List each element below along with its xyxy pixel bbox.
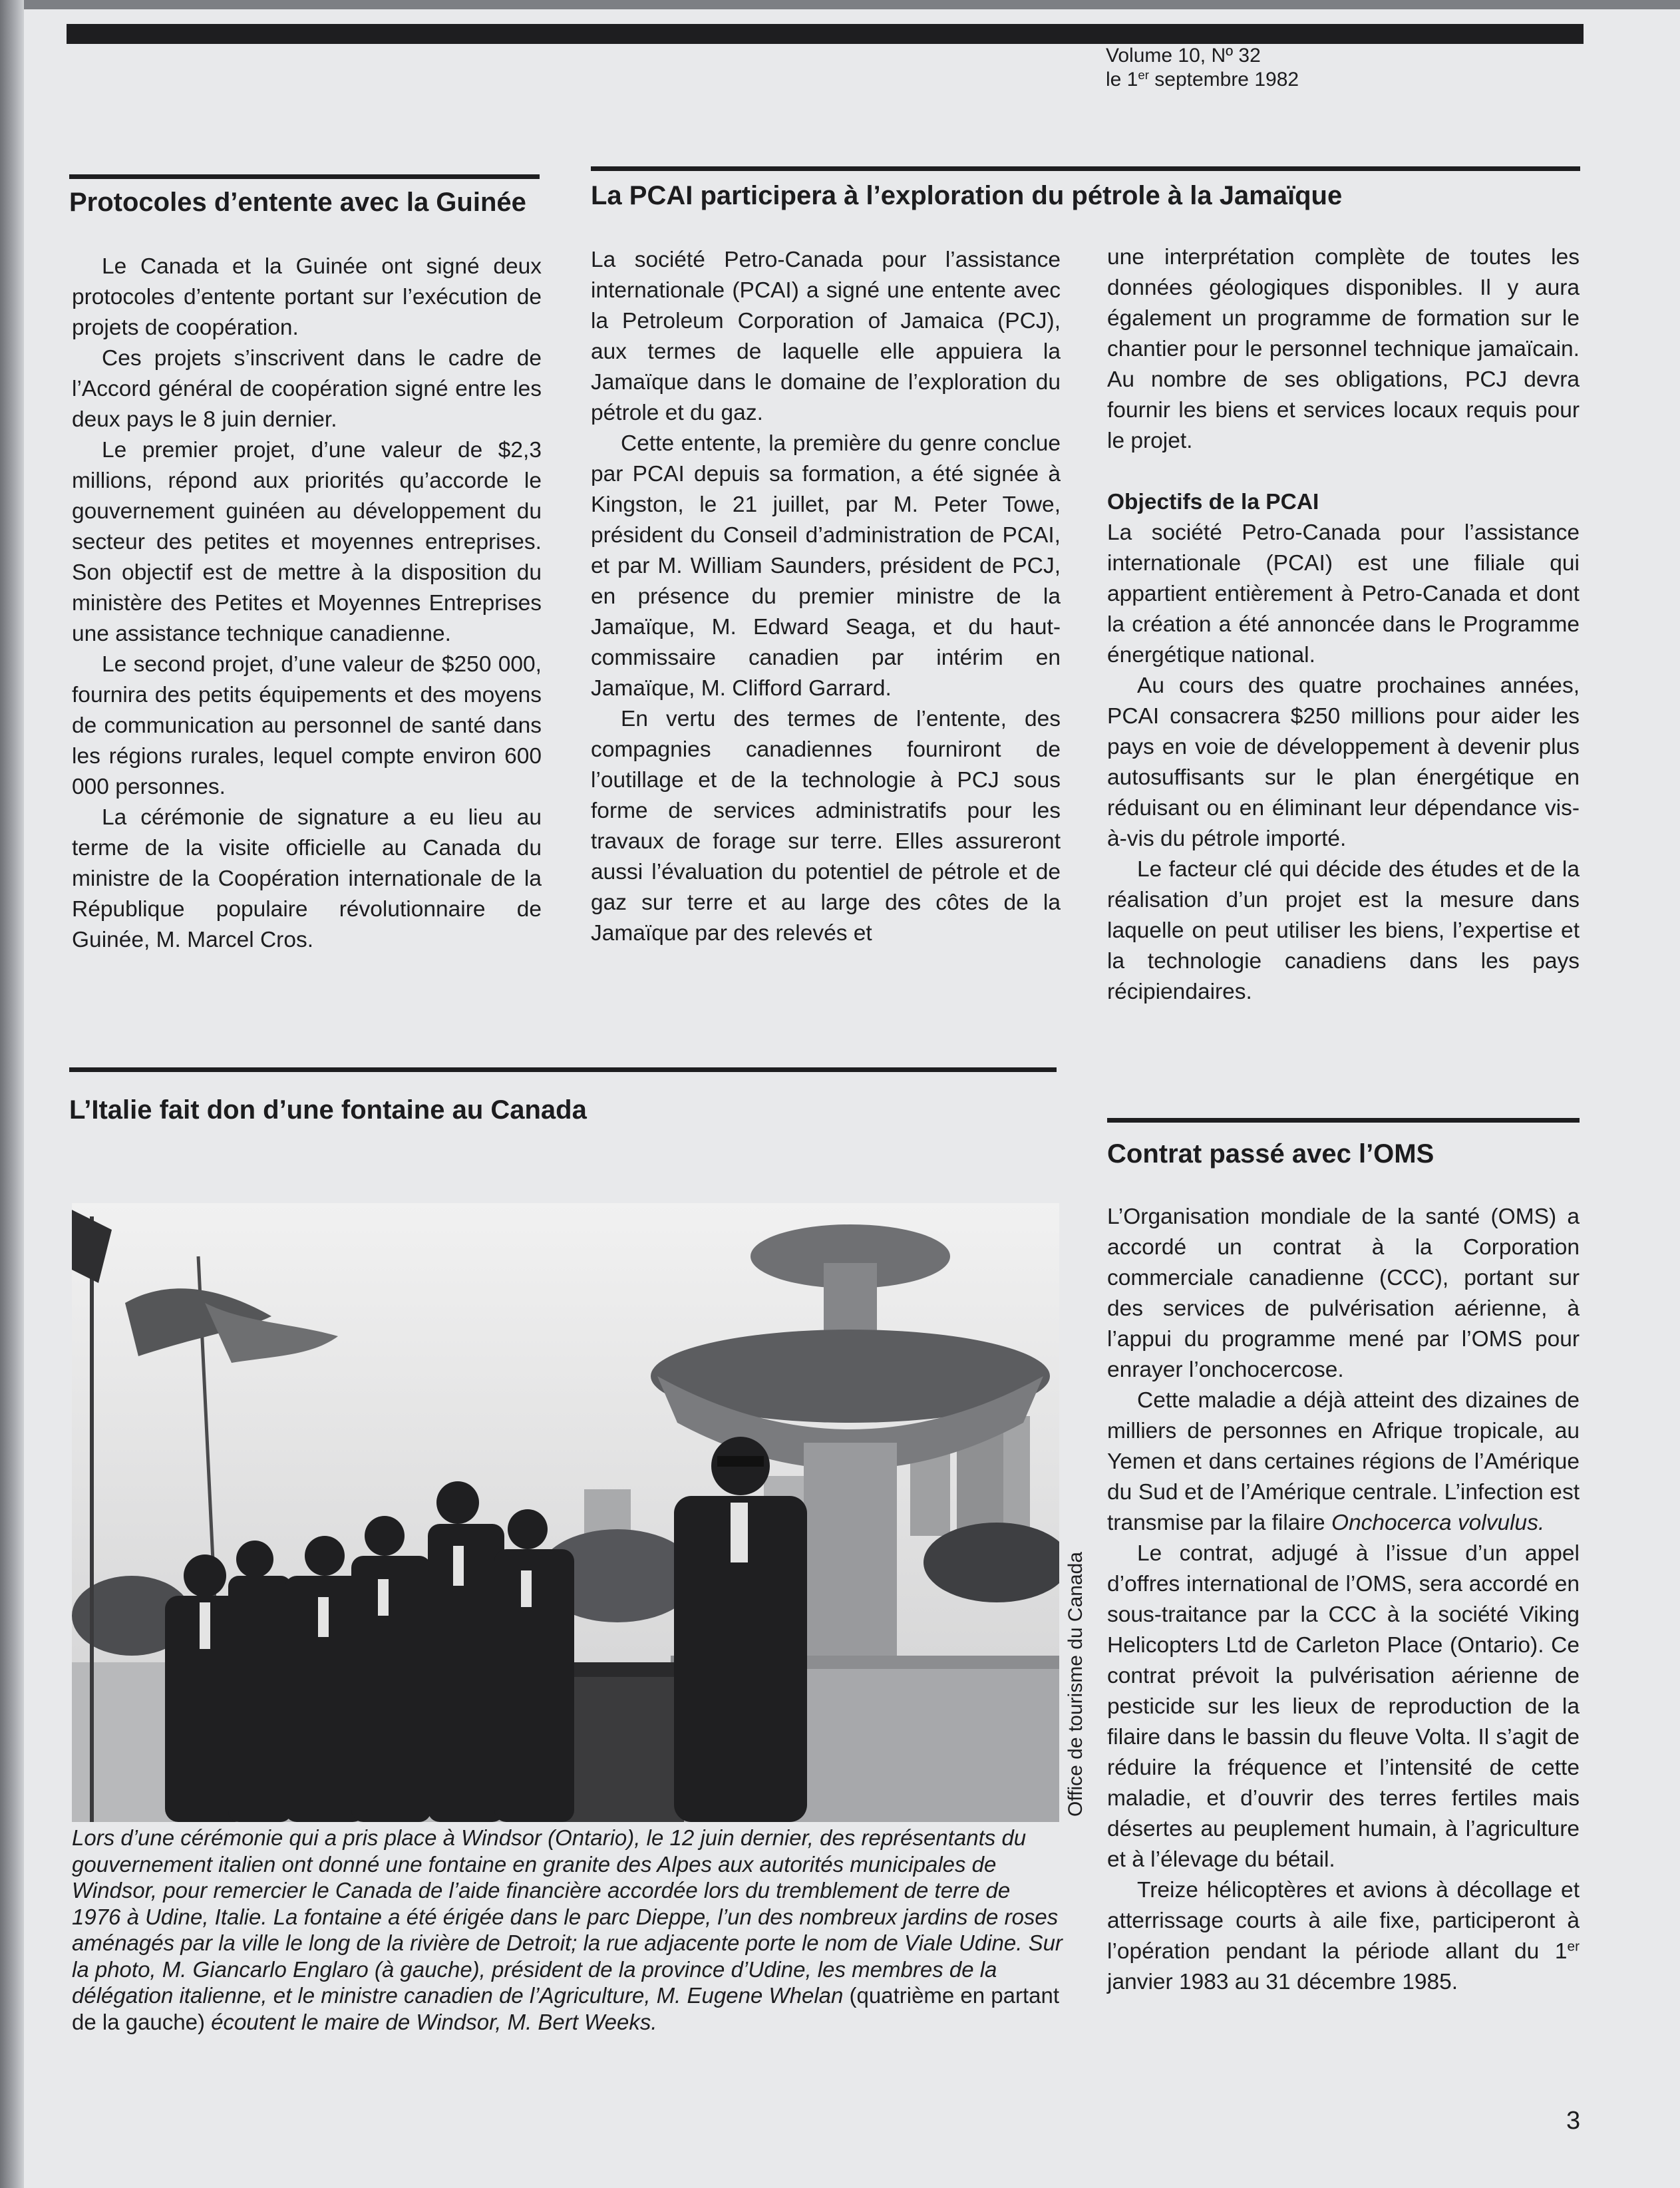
guinee-paragraph: Ces projets s’inscrivent dans le cadre de l’Accord général de coopération signé entre les deux pays le 8 juin dernier. xyxy=(72,346,542,432)
issue-info xyxy=(1106,44,1299,92)
pcai-headline: La PCAI participera à l’exploration du pétrole à la Jamaïque xyxy=(591,181,1343,210)
guinee-paragraph: Le second projet, d’une valeur de $250 000, fournira des petits équipements et des moyens de communication au personnel de santé dans les régions rurales, lequel compte environ 600 000 personnes. xyxy=(72,652,542,799)
italie-rule xyxy=(69,1067,1057,1072)
pcai-subheading: Objectifs de la PCAI xyxy=(1107,490,1319,514)
issue-volume: Volume 10, Nº 32 xyxy=(1106,45,1261,67)
pcai-paragraph: Au cours des quatre prochaines années, PCAI consacrera $250 millions pour aider les pays en voie de développement à devenir plus autosuffisants sur le plan énergétique en réduisant ou en éliminant leur dépendance vis-à-vis du pétrole importé. xyxy=(1107,673,1580,851)
guinee-paragraph: La cérémonie de signature a eu lieu au terme de la visite officielle au Canada du ministre de la Coopération internationale de la République populaire révolutionnaire de Guinée, M. Marcel Cros. xyxy=(72,805,542,952)
guinee-body xyxy=(72,252,542,956)
page-binding-shadow xyxy=(0,0,24,2188)
guinee-rule xyxy=(69,174,540,179)
pcai-body-col1 xyxy=(591,245,1061,949)
guinee-headline: Protocoles d’entente avec la Guinée xyxy=(69,188,526,217)
italie-headline: L’Italie fait don d’une fontaine au Canada xyxy=(69,1095,587,1125)
oms-paragraph: L’Organisation mondiale de la santé (OMS) a accordé un contrat à la Corporation commerciale canadienne (CCC), portant sur des services de pulvérisation aérienne, à l’appui du programme mené par l’OMS pour enrayer l’onchocercose. xyxy=(1107,1204,1580,1382)
pcai-paragraph: Cette entente, la première du genre conclue par PCAI depuis sa formation, a été signée à Kingston, le 21 juillet, par M. Peter Towe, président du Conseil d’administration de PCAI, et par M. William Saunders, président de PCJ, en présence du premier ministre de la Jamaïque, M. Edward Seaga, et du haut-commissaire canadien par intérim en Jamaïque, M. Clifford Garrard. xyxy=(591,431,1061,701)
guinee-paragraph: Le premier projet, d’une valeur de $2,3 millions, répond aux priorités qu’accorde le gouvernement guinéen au développement du secteur des petites et moyennes entreprises. Son objectif est de mettre à la disposition du ministère des Petites et Moyennes Entreprises une assistance technique canadienne. xyxy=(72,438,542,646)
pcai-rule xyxy=(591,166,1580,171)
oms-paragraph: Le contrat, adjugé à l’issue d’un appel d’offres international de l’OMS, sera accordé en sous-traitance par la CCC à la société Viking Helicopters Ltd de Carleton Place (Ontario). Ce contrat prévoit la pulvérisation aérienne de pesticide sur les lieux de reproduction de la filaire dans le bassin du fleuve Volta. Il s’agit de réduire la fréquence et l’intensité de cette maladie, et d’ouvrir des terres fertiles mais désertes au peuplement humain, à l’agriculture et à l’élevage du bétail. xyxy=(1107,1541,1580,1872)
oms-body xyxy=(1107,1202,1580,1998)
pcai-paragraph: une interprétation complète de toutes les données géologiques disponibles. Il y aura également un programme de formation sur le chantier pour le personnel technique jamaïcain. Au nombre de ses obligations, PCJ devra fournir les biens et services locaux requis pour le projet. xyxy=(1107,245,1580,453)
page-number: 3 xyxy=(1566,2107,1581,2135)
oms-paragraph: Treize hélicoptères et avions à décollage et atterrissage courts à aile fixe, participeront à l’opération pendant la période allant du 1er janvier 1983 au 31 décembre 1985. xyxy=(1107,1878,1580,1994)
pcai-body-col2 xyxy=(1107,242,1580,1007)
fountain-ceremony-photo-illustration xyxy=(72,1203,1059,1822)
oms-rule xyxy=(1107,1118,1580,1123)
pcai-paragraph: La société Petro-Canada pour l’assistance internationale (PCAI) est une filiale qui appartient entièrement à Petro-Canada et dont la création a été annoncée dans le Programme énergétique national. xyxy=(1107,520,1580,667)
guinee-paragraph: Le Canada et la Guinée ont signé deux protocoles d’entente portant sur l’exécution de projets de coopération. xyxy=(72,254,542,340)
oms-headline: Contrat passé avec l’OMS xyxy=(1107,1139,1434,1169)
photo-caption: Lors d’une cérémonie qui a pris place à Windsor (Ontario), le 12 juin dernier, des représentants du gouvernement italien ont donné une fontaine en granite des Alpes aux autorités municipales de Windsor, pour remercier le Canada de l’aide financière accordée lors du tremblement de terre de 1976 à Udine, Italie. La fontaine a été érigée dans le parc Dieppe, l’un des nombreux jardins de roses aménagés par la ville le long de la rivière de Detroit; la rue adjacente porte le nom de Viale Udine. Sur la photo, M. Giancarlo Englaro (à gauche), président de la province d’Udine, les membres de la délégation italienne, et le ministre canadien de l’Agriculture, M. Eugene Whelan (quatrième en partant de la gauche) écoutent le maire de Windsor, M. Bert Weeks. xyxy=(72,1825,1063,2034)
photo-credit: Office de tourisme du Canada xyxy=(1065,1551,1087,1817)
pcai-paragraph: En vertu des termes de l’entente, des compagnies canadiennes fourniront de l’outillage et de la technologie à PCJ sous forme de services administratifs pour les travaux de forage sur terre. Elles assureront aussi l’évaluation du potentiel de pétrole et de gaz sur terre et au large des côtes de la Jamaïque par des relevés et xyxy=(591,707,1061,946)
oms-paragraph: Cette maladie a déjà atteint des dizaines de milliers de personnes en Afrique tropicale, au Yemen et dans certaines régions de l’Amérique du Sud et de l’Amérique centrale. L’infection est transmise par la filaire Onchocerca volvulus. xyxy=(1107,1388,1580,1535)
issue-date: le 1er septembre 1982 xyxy=(1106,67,1299,91)
pcai-paragraph: La société Petro-Canada pour l’assistance internationale (PCAI) a signé une entente avec la Petroleum Corporation of Jamaica (PCJ), aux termes de laquelle elle appuiera la Jamaïque dans le domaine de l’exploration du pétrole et du gaz. xyxy=(591,248,1061,425)
masthead-rule xyxy=(67,24,1584,44)
pcai-paragraph: Le facteur clé qui décide des études et de la réalisation d’un projet est la mesure dans laquelle on peut utiliser les biens, l’expertise et la technologie canadiens dans les pays récipiendaires. xyxy=(1107,857,1580,1004)
fountain-ceremony-photo xyxy=(72,1203,1059,1822)
